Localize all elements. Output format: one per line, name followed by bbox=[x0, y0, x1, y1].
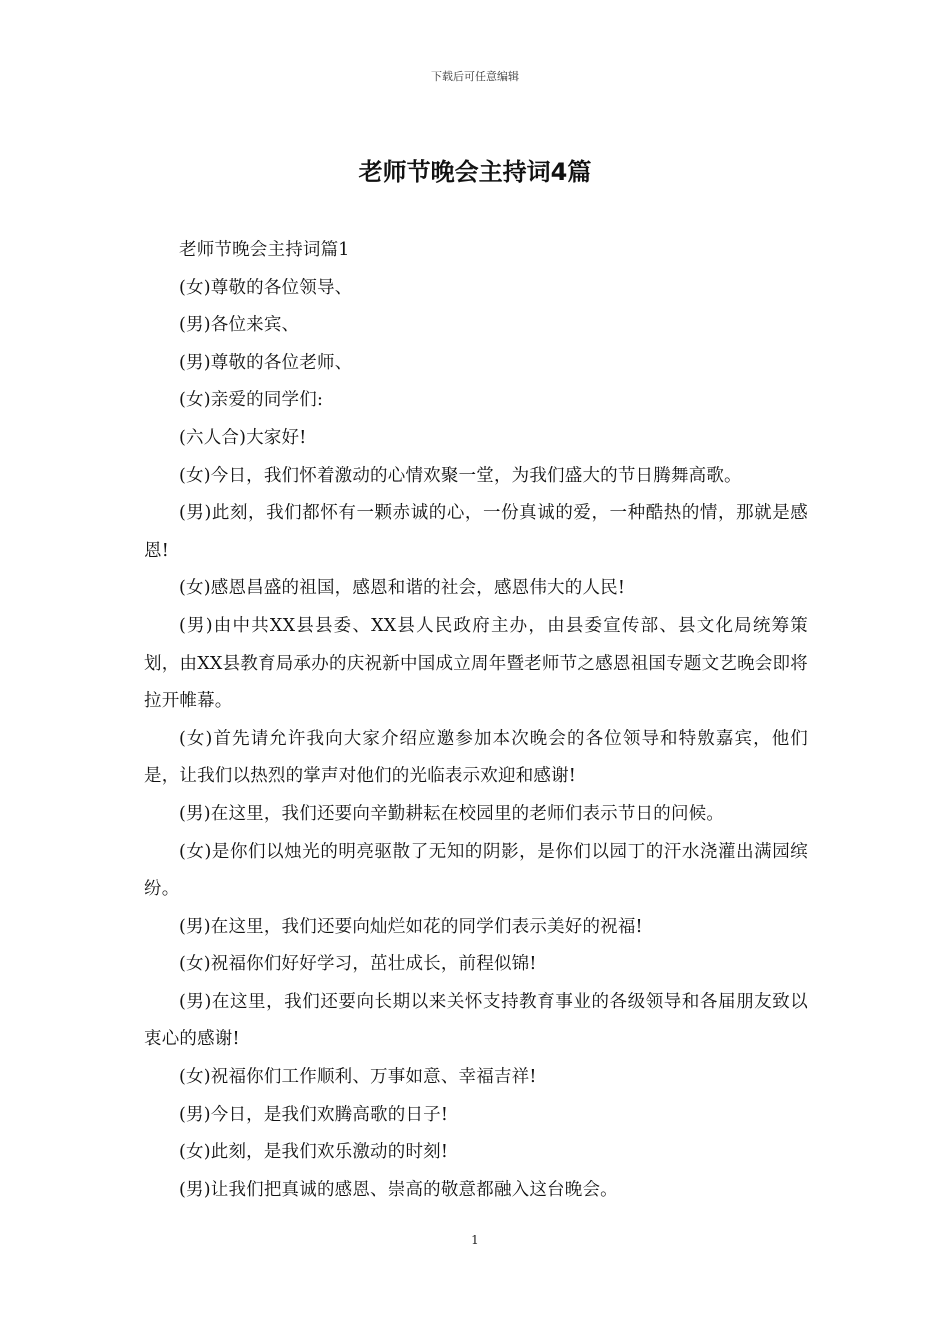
paragraph: (男)在这里，我们还要向长期以来关怀支持教育事业的各级领导和各届朋友致以衷心的感谢! bbox=[144, 991, 808, 1050]
paragraph: (女)亲爱的同学们: bbox=[179, 390, 324, 411]
paragraph: (男)尊敬的各位老师、 bbox=[179, 352, 353, 373]
paragraph: (女)尊敬的各位领导、 bbox=[179, 277, 353, 298]
paragraph: (男)在这里，我们还要向辛勤耕耘在校园里的老师们表示节日的问候。 bbox=[179, 803, 725, 824]
paragraph: (六人合)大家好! bbox=[179, 427, 307, 448]
page-number: 1 bbox=[471, 1233, 479, 1247]
paragraph: (男)让我们把真诚的感恩、崇高的敬意都融入这台晚会。 bbox=[179, 1179, 618, 1200]
paragraph: (女)祝福你们好好学习，茁壮成长，前程似锦! bbox=[179, 954, 537, 975]
document-title: 老师节晚会主持词4篇 bbox=[358, 158, 592, 186]
paragraph: 老师节晚会主持词篇1 bbox=[179, 240, 350, 260]
paragraph: (女)祝福你们工作顺利、万事如意、幸福吉祥! bbox=[179, 1067, 537, 1088]
paragraph: (男)今日，是我们欢腾高歌的日子! bbox=[179, 1104, 449, 1125]
paragraph: (女)首先请允许我向大家介绍应邀参加本次晚会的各位领导和特敫嘉宾，他们是，让我们以热烈的掌声对他们的光临表示欢迎和感谢! bbox=[144, 728, 808, 787]
paragraph: (男)在这里，我们还要向灿烂如花的同学们表示美好的祝福! bbox=[179, 916, 643, 937]
paragraph: (女)今日，我们怀着激动的心情欢聚一堂，为我们盛大的节日腾舞高歌。 bbox=[179, 465, 742, 486]
paragraph: (男)此刻，我们都怀有一颗赤诚的心，一份真诚的爱，一种酷热的情，那就是感恩! bbox=[144, 503, 808, 561]
header-note: 下载后可任意编辑 bbox=[431, 70, 519, 83]
paragraph: (男)由中共XX县县委、XX县人民政府主办，由县委宣传部、县文化局统筹策划，由XX县教育局承办的庆祝新中国成立周年暨老师节之感恩祖国专题文艺晚会即将拉开帷幕。 bbox=[144, 615, 808, 712]
paragraph: (女)感恩昌盛的祖国，感恩和谐的社会，感恩伟大的人民! bbox=[179, 578, 626, 599]
paragraph: (男)各位来宾、 bbox=[179, 315, 300, 336]
paragraph: (女)此刻，是我们欢乐激动的时刻! bbox=[179, 1142, 449, 1163]
document-body bbox=[144, 232, 808, 1209]
paragraph: (女)是你们以烛光的明亮驱散了无知的阴影，是你们以园丁的汗水浇灌出满园缤纷。 bbox=[144, 841, 808, 900]
